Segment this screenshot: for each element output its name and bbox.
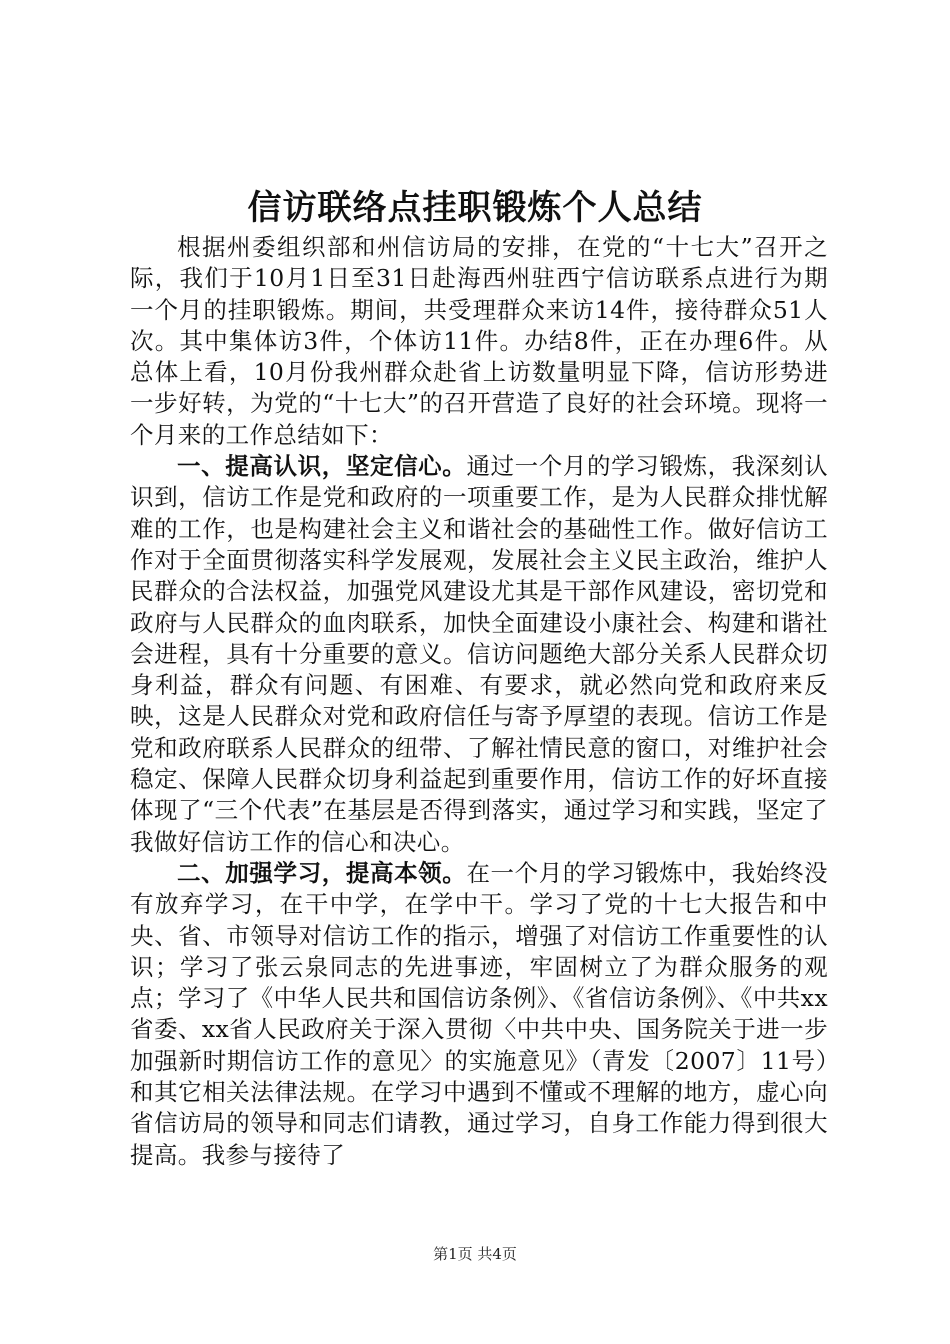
paragraph-text: 根据州委组织部和州信访局的安排，在党的“十七大”召开之际，我们于10月1日至31日赴海西州驻西宁信访联系点进行为期一个月的挂职锻炼。期间，共受理群众来访14件，接待群众51人次。其中集体访3件，个体访11件。办结8件，正在办理6件。从总体上看，10月份我州群众赴省上访数量明显下降，信访形势进一步好转，为党的“十七大”的召开营造了良好的社会环境。现将一个月来的工作总结如下：: [130, 233, 828, 449]
section-heading-2: 二、加强学习，提高本领。: [177, 858, 467, 887]
page-number-footer: 第1页 共4页: [433, 1245, 517, 1263]
document-body: [130, 232, 828, 1171]
paragraph-text: 在一个月的学习锻炼中，我始终没有放弃学习，在干中学，在学中干。学习了党的十七大报告和中央、省、市领导对信访工作的指示，增强了对信访工作重要性的认识；学习了张云泉同志的先进事迹，牢固树立了为群众服务的观点；学习了《中华人民共和国信访条例》、《省信访条例》、《中共xx省委、xx省人民政府关于深入贯彻〈中共中央、国务院关于进一步加强新时期信访工作的意见〉的实施意见》（青发〔2007〕11号）和其它相关法律法规。在学习中遇到不懂或不理解的地方，虚心向省信访局的领导和同志们请教，通过学习，自身工作能力得到很大提高。我参与接待了: [130, 858, 828, 1169]
paragraph-section-2: [130, 858, 828, 1171]
section-heading-1: 一、提高认识，坚定信心。: [177, 452, 467, 481]
paragraph-text: 通过一个月的学习锻炼，我深刻认识到，信访工作是党和政府的一项重要工作，是为人民群众排忧解难的工作，也是构建社会主义和谐社会的基础性工作。做好信访工作对于全面贯彻落实科学发展观，发展社会主义民主政治，维护人民群众的合法权益，加强党风建设尤其是干部作风建设，密切党和政府与人民群众的血肉联系，加快全面建设小康社会、构建和谐社会进程，具有十分重要的意义。信访问题绝大部分关系人民群众切身利益，群众有问题、有困难、有要求，就必然向党和政府来反映，这是人民群众对党和政府信任与寄予厚望的表现。信访工作是党和政府联系人民群众的纽带、了解社情民意的窗口，对维护社会稳定、保障人民群众切身利益起到重要作用，信访工作的好坏直接体现了“三个代表”在基层是否得到落实，通过学习和实践，坚定了我做好信访工作的信心和决心。: [130, 452, 828, 856]
paragraph-intro: [130, 232, 828, 451]
paragraph-section-1: [130, 451, 828, 858]
document-title: 信访联络点挂职锻炼个人总结: [247, 188, 703, 228]
